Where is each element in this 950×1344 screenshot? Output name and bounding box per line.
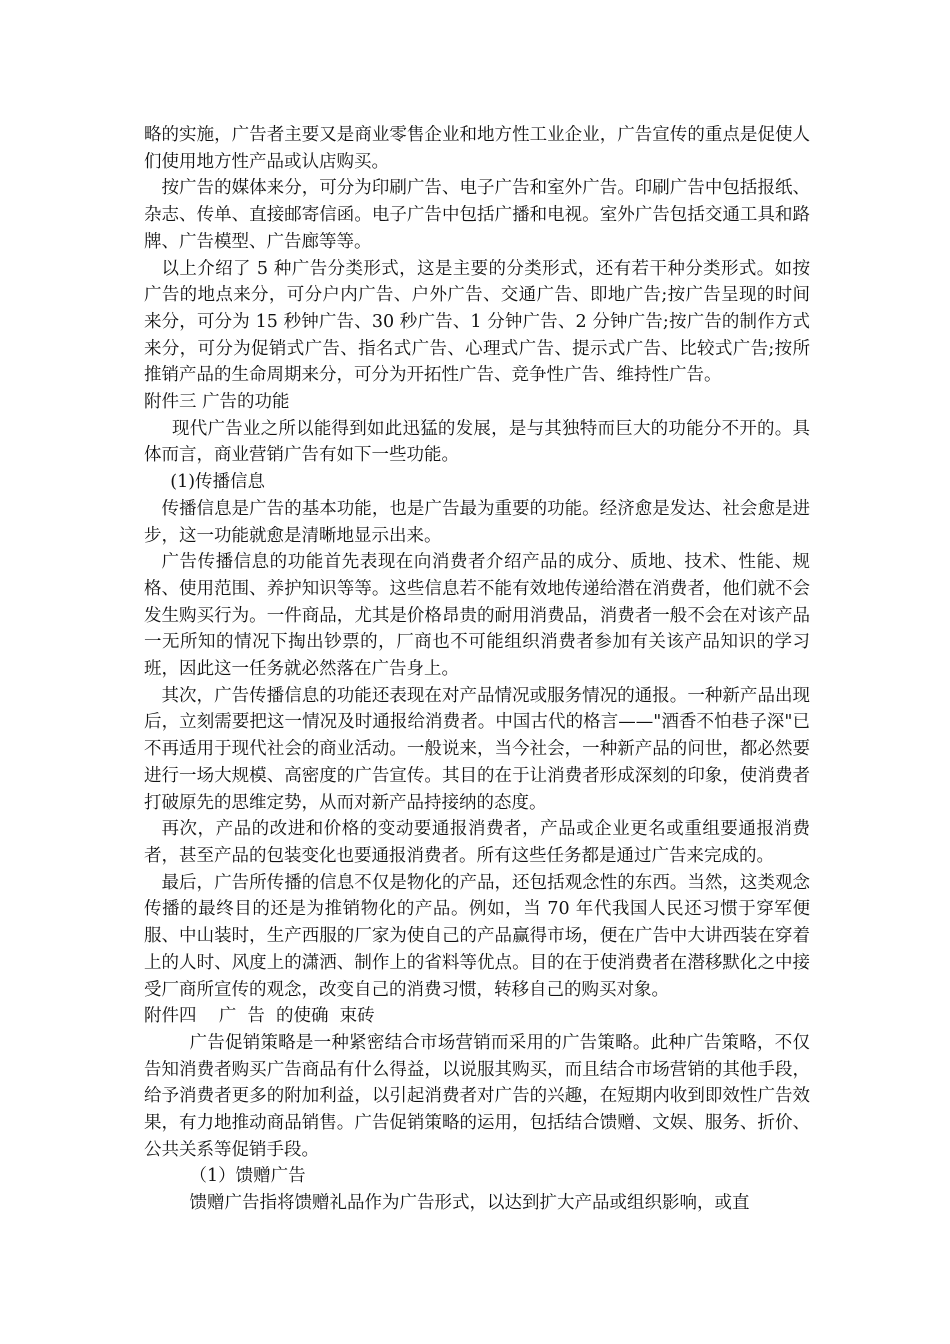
document-page <box>144 122 810 1217</box>
paragraph-second-function: 其次，广告传播信息的功能还表现在对产品情况或服务情况的通报。一种新产品出现后，立刻需要把这一情况及时通报给消费者。中国古代的格言——"酒香不怕巷子深"已不再适用于现代社会的商业活动。一般说来，当今社会，一种新产品的问世，都必然要进行一场大规模、高密度的广告宣传。其目的在于让消费者形成深刻的印象，使消费者打破原先的思维定势，从而对新产品持接纳的态度。 <box>144 685 810 813</box>
paragraph-basic-function: 传播信息是广告的基本功能，也是广告最为重要的功能。经济愈是发达、社会愈是进步，这一功能就愈是清晰地显示出来。 <box>144 498 810 546</box>
subheading-gift-advertising: （1）馈赠广告 <box>189 1166 306 1187</box>
paragraph-gift-advertising: 馈赠广告指将馈赠礼品作为广告形式，以达到扩大产品或组织影响，或直 <box>189 1193 750 1214</box>
paragraph-first-function: 广告传播信息的功能首先表现在向消费者介绍产品的成分、质地、技术、性能、规格、使用范围、养护知识等等。这些信息若不能有效地传递给潜在消费者，他们就不会发生购买行为。一件商品，尤其是价格昂贵的耐用消费品，消费者一般不会在对该产品一无所知的情况下掏出钞票的，厂商也不可能组织消费者参加有关该产品知识的学习班，因此这一任务就必然落在广告身上。 <box>144 552 810 680</box>
paragraph-third-function: 再次，产品的改进和价格的变动要通报消费者，产品或企业更名或重组要通报消费者，甚至产品的包装变化也要通报消费者。所有这些任务都是通过广告来完成的。 <box>144 819 810 866</box>
paragraph-other-classifications: 以上介绍了 5 种广告分类形式，这是主要的分类形式，还有若干种分类形式。如按广告的地点来分，可分户内广告、户外广告、交通广告、即地广告;按广告呈现的时间来分，可分为 15 秒钟广告、30 秒广告、1 分钟广告、2 分钟广告;按广告的制作方式来分，可分为促销式广告、指名式广告、心理式广告、提示式广告、比较式广告;按所推销产品的生命周期来分，可分为开拓性广告、竞争性广告、维持性广告。 <box>144 258 810 386</box>
section-heading-appendix-3: 附件三 广告的功能 <box>144 392 290 413</box>
paragraph-last-function: 最后，广告所传播的信息不仅是物化的产品，还包括观念性的东西。当然，这类观念传播的最终目的还是为推销物化的产品。例如，当 70 年代我国人民还习惯于穿军便服、中山装时，生产西服的厂家为使自己的产品赢得市场，便在广告中大讲西装在穿着上的人时、风度上的潇洒、制作上的省料等优点。目的在于使消费者在潜移默化之中接受厂商所宣传的观念，改变自己的消费习惯，转移自己的购买对象。 <box>144 872 810 1000</box>
subheading-spread-information: (1)传播信息 <box>170 472 266 493</box>
paragraph-continuation: 略的实施，广告者主要又是商业零售企业和地方性工业企业，广告宣传的重点是促使人们使用地方性产品或认店购买。 <box>144 125 810 172</box>
paragraph-media-classification: 按广告的媒体来分，可分为印刷广告、电子广告和室外广告。印刷广告中包括报纸、杂志、传单、直接邮寄信函。电子广告中包括广播和电视。室外广告包括交通工具和路牌、广告模型、广告廊等等。 <box>144 178 810 252</box>
section-heading-appendix-4: 附件四 广 告 的使确 束砖 <box>144 1006 375 1027</box>
paragraph-promotion-strategy: 广告促销策略是一种紧密结合市场营销而采用的广告策略。此种广告策略，不仅告知消费者购买广告商品有什么得益，以说服其购买，而且结合市场营销的其他手段，给予消费者更多的附加利益，以引起消费者对广告的兴趣，在短期内收到即效性广告效果，有力地推动商品销售。广告促销策略的运用，包括结合馈赠、文娱、服务、折价、公共关系等促销手段。 <box>144 1032 810 1160</box>
paragraph-functions-intro: 现代广告业之所以能得到如此迅猛的发展，是与其独特而巨大的功能分不开的。具体而言，商业营销广告有如下一些功能。 <box>144 418 810 466</box>
